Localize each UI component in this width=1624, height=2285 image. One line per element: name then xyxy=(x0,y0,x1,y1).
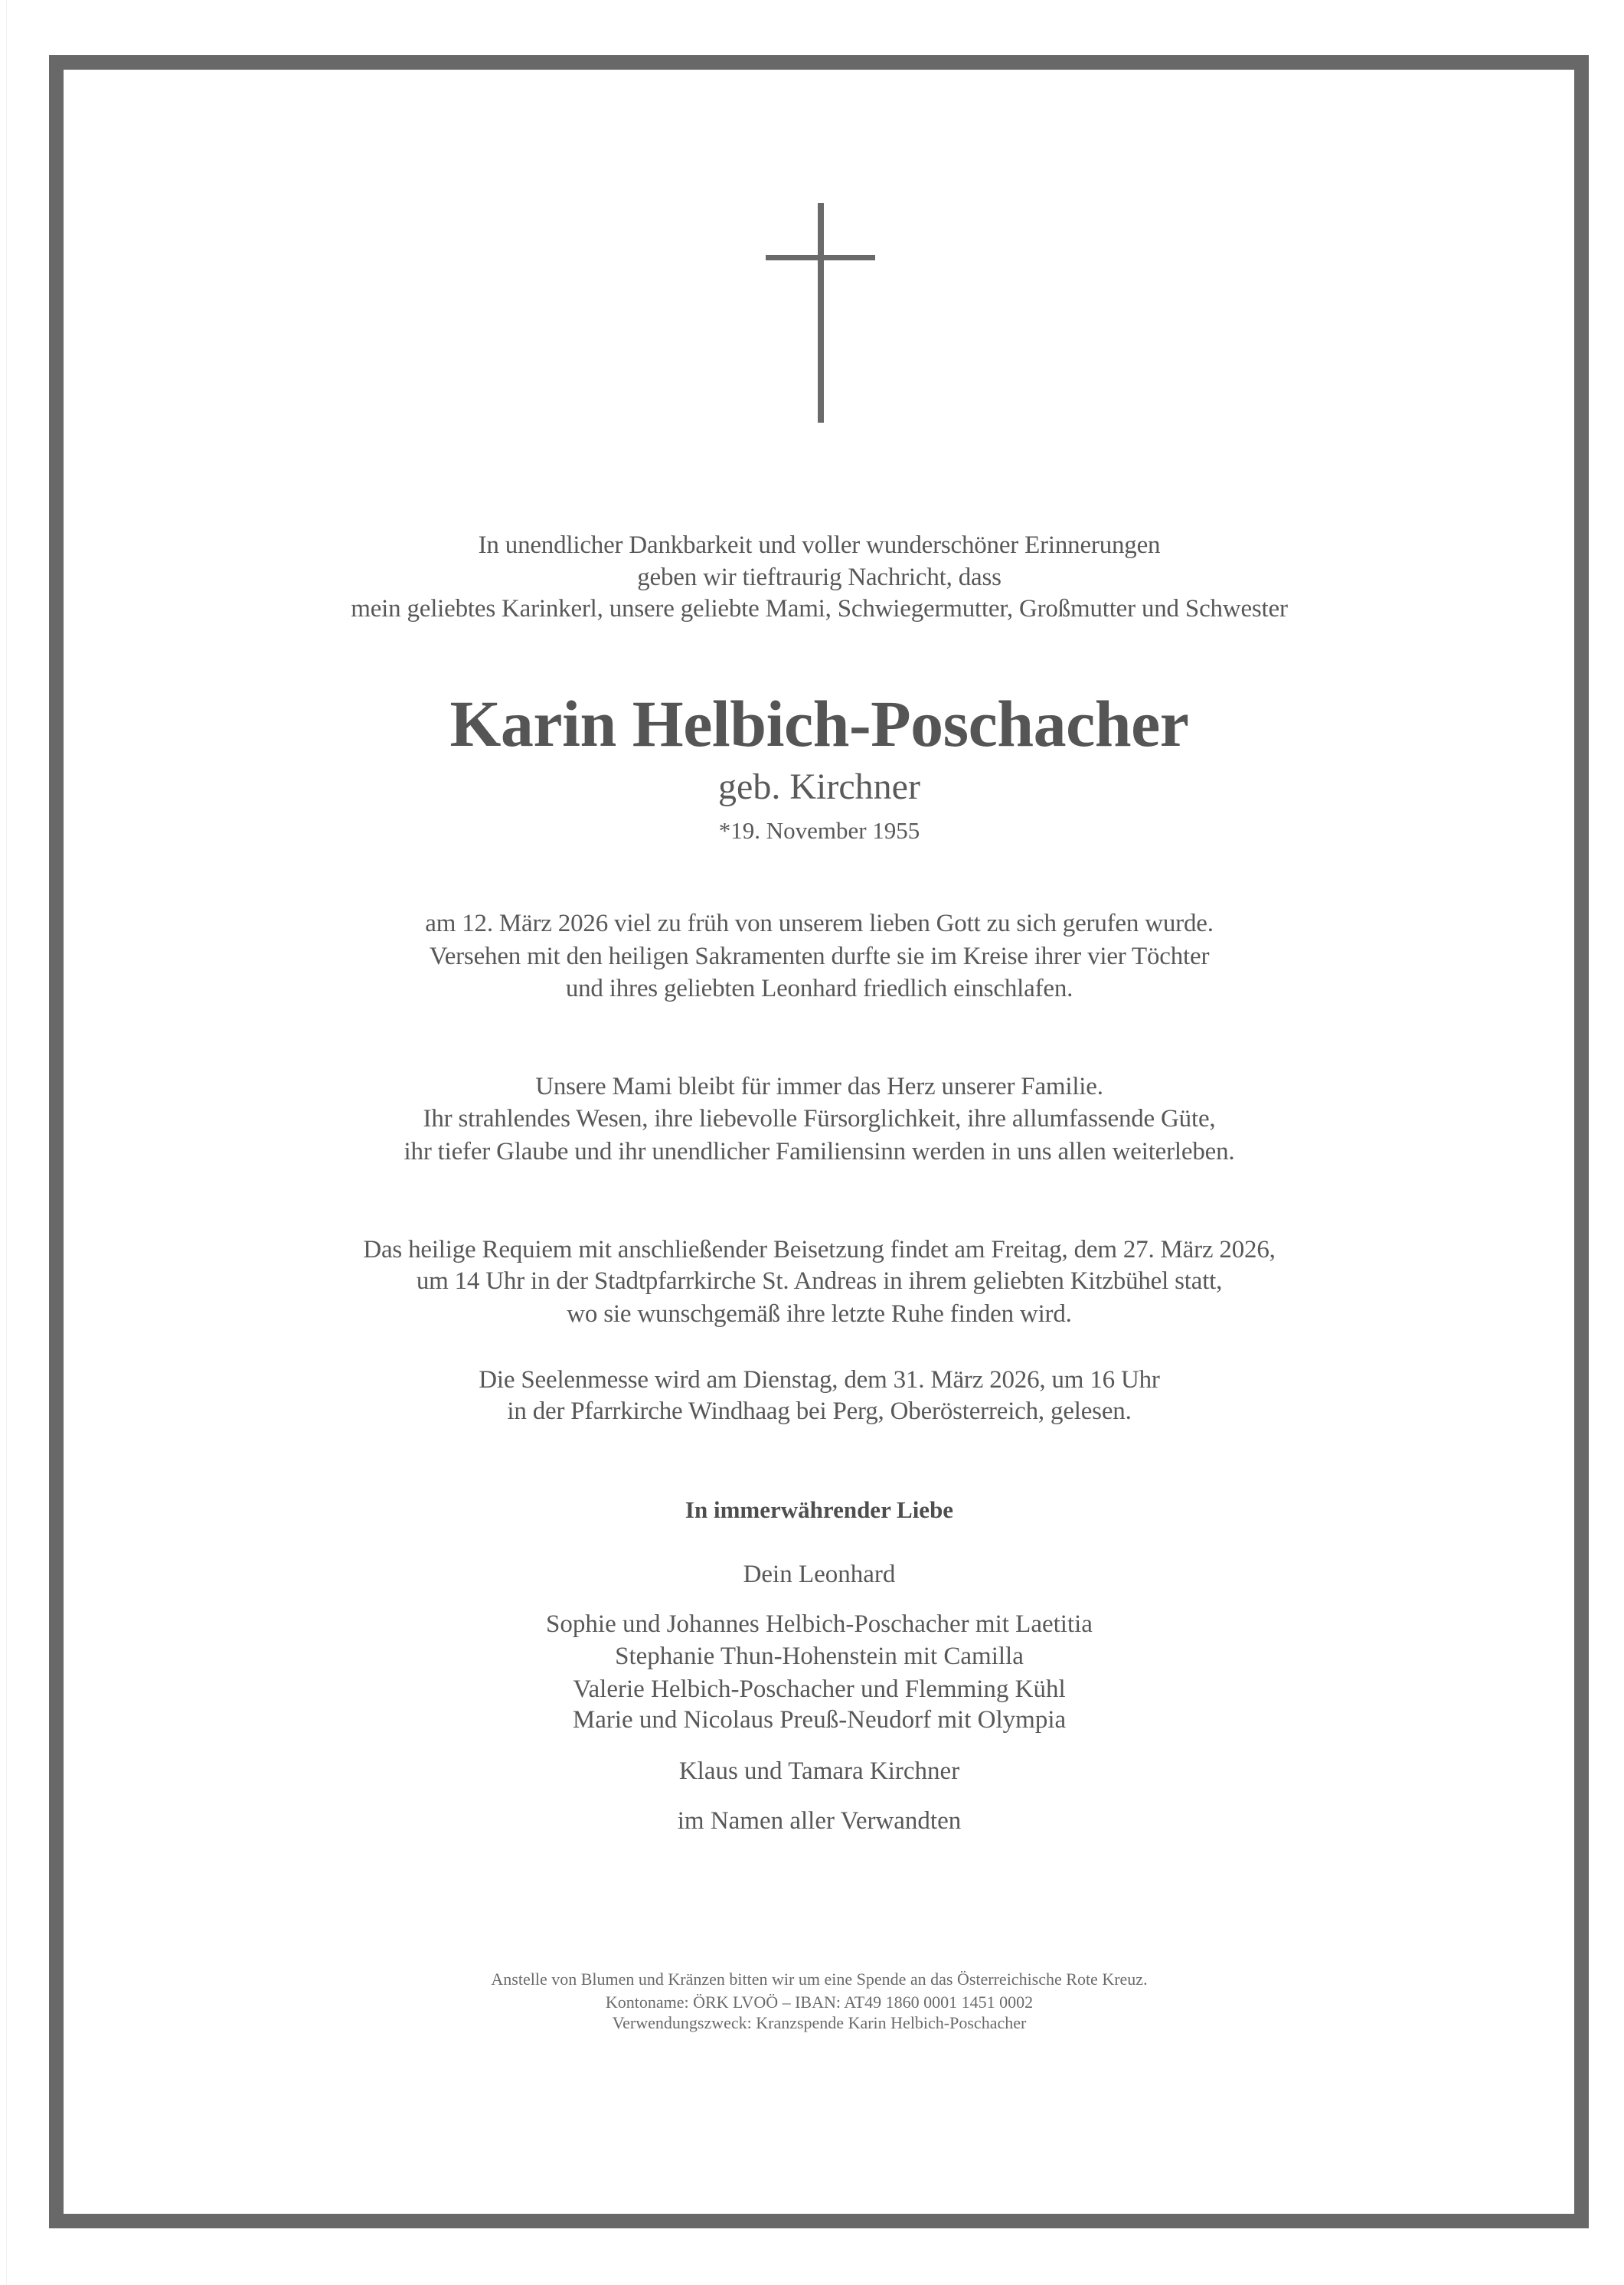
cross-vertical-bar xyxy=(818,203,824,423)
intro-line: mein geliebtes Karinkerl, unsere geliebte Mami, Schwiegermutter, Großmutter und Schwester xyxy=(351,595,1288,623)
signer-child: Stephanie Thun-Hohenstein mit Camilla xyxy=(615,1643,1024,1670)
requiem-line: Das heilige Requiem mit anschließender Beisetzung findet am Freitag, dem 27. März 2026, xyxy=(363,1236,1276,1263)
death-line: am 12. März 2026 viel zu früh von unserem lieben Gott zu sich gerufen wurde. xyxy=(425,910,1214,937)
mass-line: Die Seelenmesse wird am Dienstag, dem 31. März 2026, um 16 Uhr xyxy=(479,1366,1160,1394)
requiem-line: wo sie wunschgemäß ihre letzte Ruhe finden wird. xyxy=(567,1300,1072,1328)
signer-relatives: im Namen aller Verwandten xyxy=(677,1807,962,1835)
signer-child: Sophie und Johannes Helbich-Poschacher mit Laetitia xyxy=(546,1610,1093,1638)
tribute-line: Ihr strahlendes Wesen, ihre liebevolle Fürsorglichkeit, ihre allumfassende Güte, xyxy=(423,1105,1216,1133)
tribute-line: Unsere Mami bleibt für immer das Herz unserer Familie. xyxy=(535,1073,1103,1100)
deceased-name: Karin Helbich-Poschacher xyxy=(449,687,1189,760)
cross-horizontal-bar xyxy=(766,255,875,260)
signer-partner: Dein Leonhard xyxy=(743,1561,896,1588)
signer-child: Valerie Helbich-Poschacher und Flemming Kühl xyxy=(573,1675,1066,1703)
signer-siblings: Klaus und Tamara Kirchner xyxy=(678,1757,960,1785)
donation-purpose: Verwendungszweck: Kranzspende Karin Helbich-Poschacher xyxy=(612,2013,1027,2032)
closing-heading: In immerwährender Liebe xyxy=(685,1496,954,1523)
scan-edge-line xyxy=(6,0,7,2285)
requiem-line: um 14 Uhr in der Stadtpfarrkirche St. Andreas in ihrem geliebten Kitzbühel statt, xyxy=(416,1267,1223,1295)
donation-account: Kontoname: ÖRK LVOÖ – IBAN: AT49 1860 0001 1451 0002 xyxy=(605,1992,1034,2012)
intro-line: geben wir tieftraurig Nachricht, dass xyxy=(637,564,1002,591)
birth-date: *19. November 1955 xyxy=(718,817,920,844)
maiden-name: geb. Kirchner xyxy=(718,767,920,807)
donation-line: Anstelle von Blumen und Kränzen bitten wir um eine Spende an das Österreichische Rote Kreuz. xyxy=(491,1970,1148,1989)
death-line: und ihres geliebten Leonhard friedlich einschlafen. xyxy=(565,975,1073,1002)
signer-child: Marie und Nicolaus Preuß-Neudorf mit Olympia xyxy=(572,1706,1067,1734)
tribute-line: ihr tiefer Glaube und ihr unendlicher Familiensinn werden in uns allen weiterleben. xyxy=(404,1138,1235,1165)
death-line: Versehen mit den heiligen Sakramenten durfte sie im Kreise ihrer vier Töchter xyxy=(429,943,1210,970)
mass-line: in der Pfarrkirche Windhaag bei Perg, Oberösterreich, gelesen. xyxy=(507,1397,1132,1425)
intro-line: In unendlicher Dankbarkeit und voller wunderschöner Erinnerungen xyxy=(478,531,1161,559)
